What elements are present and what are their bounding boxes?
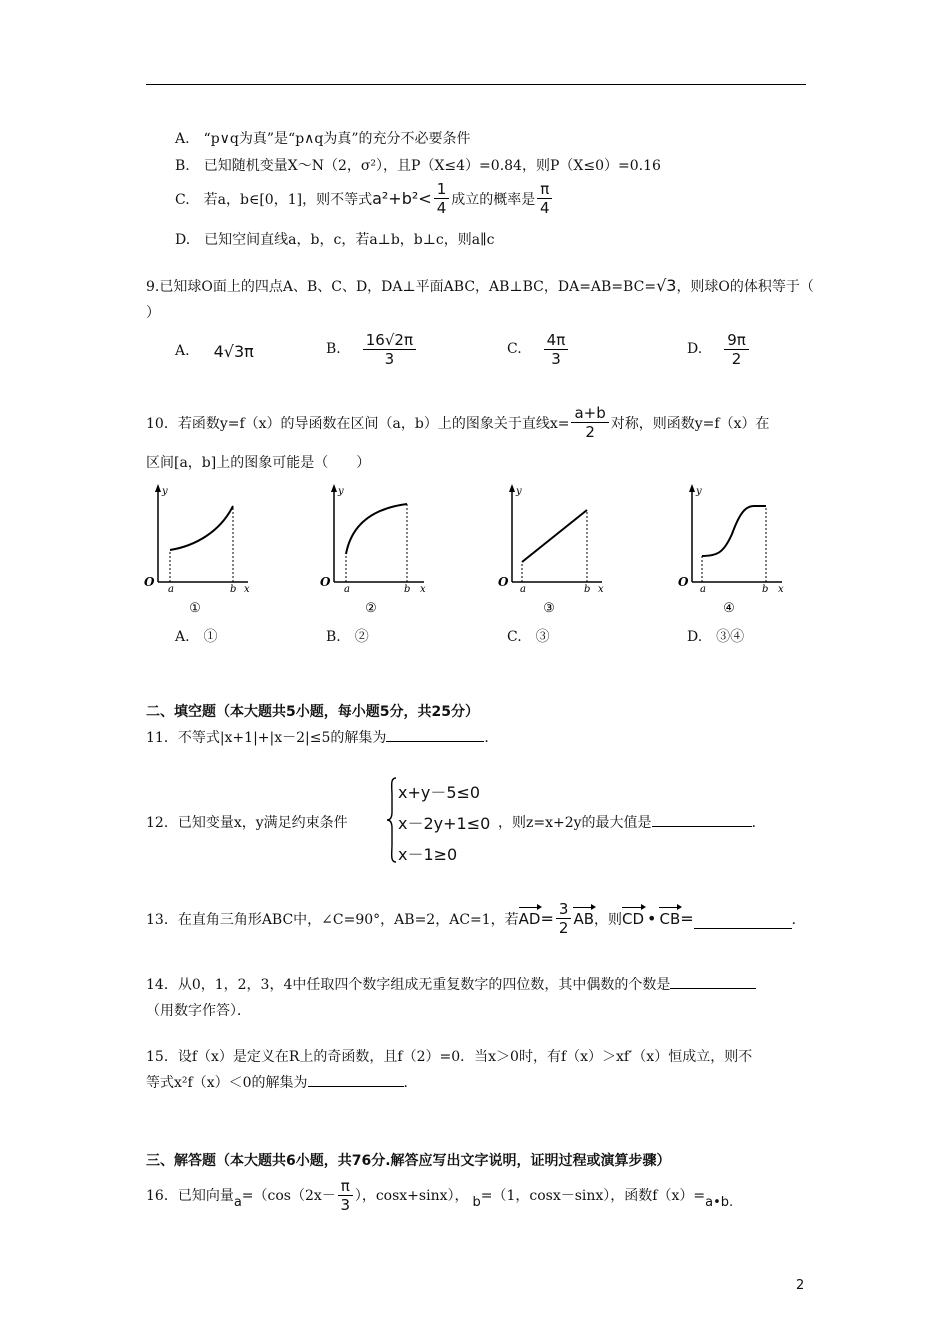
q14-line1: 14．从0，1，2，3，4中任取四个数字组成无重复数字的四位数，其中偶数的个数是 — [146, 974, 756, 994]
q8-c-frac1: $\frac{1}{4}$ — [434, 180, 450, 217]
header-rule — [146, 84, 806, 85]
svg-text:x: x — [598, 584, 604, 595]
svg-text:x: x — [778, 584, 784, 595]
svg-text:b: b — [230, 584, 237, 595]
q11: 11．不等式|x+1|+|x－2|≤5的解集为 ． — [146, 730, 499, 746]
q9-option-d: D. $\frac{9\pi}{2}$ — [687, 326, 751, 372]
svg-text:②: ② — [365, 601, 377, 616]
q15-line1: 15．设f（x）是定义在R上的奇函数，且f（2）=0．当x＞0时，有f（x）＞xf′（x）恒成立，则不 — [146, 1049, 753, 1065]
svg-text:a: a — [520, 584, 526, 595]
q9-option-c: C. $\frac{4\pi}{3}$ — [507, 326, 570, 372]
q14-line2: （用数字作答）． — [146, 1003, 251, 1019]
q10-stem-line2: 区间[a，b]上的图象可能是（ ） — [146, 455, 371, 471]
svg-text:O: O — [144, 575, 155, 589]
svg-text:b: b — [762, 584, 769, 595]
q8-option-b: B. 已知随机变量X～N（2，σ²），且P（X≤4）=0.84，则P（X≤0）=0.16 — [175, 158, 661, 174]
svg-text:③: ③ — [543, 601, 555, 616]
svg-text:O: O — [498, 575, 509, 589]
svg-text:y: y — [338, 486, 344, 497]
q13-answer-blank[interactable] — [694, 928, 792, 929]
svg-text:y: y — [696, 486, 702, 497]
q12-pre: 12．已知变量x，y满足约束条件 — [146, 815, 348, 831]
svg-text:a: a — [700, 584, 706, 595]
q15-line2: 等式x²f（x）＜0的解集为 ． — [146, 1075, 418, 1091]
q8-option-c — [175, 180, 554, 217]
q10-stem: 10．若函数y=f（x）的导函数在区间（a，b）上的图象关于直线x= $\frac{a+b}{2}$ 对称，则函数y=f（x）在 — [146, 404, 770, 441]
q15-answer-blank[interactable] — [308, 1086, 404, 1087]
svg-text:b: b — [404, 584, 411, 595]
q10-option-d: D. ③④ — [687, 629, 745, 645]
q8-option-a: A. “p∨q为真”是“p∧q为真”的充分不必要条件 — [175, 131, 471, 147]
graph-3 — [494, 482, 604, 622]
q16: 16．已知向量 a =（cos（2x－ $\frac{\pi}{3}$ ），cosx+sinx）， b =（1，cosx－sinx），函数f（x）= a•b. — [146, 1176, 734, 1214]
graph-1 — [140, 482, 250, 622]
q9-option-a: A. 4√3π — [175, 341, 254, 361]
svg-text:x: x — [244, 584, 250, 595]
q9-stem: 9.已知球O面上的四点A、B、C、D，DA⊥平面ABC，AB⊥BC，DA=AB=BC=√3，则球O的体积等于（ — [146, 276, 814, 295]
q12-constraint-system — [386, 776, 506, 864]
svg-text:a: a — [344, 584, 350, 595]
q12-constraint-3: x－1≥0 — [398, 845, 458, 864]
q12-answer-blank[interactable] — [652, 826, 752, 827]
q10-option-a: A. ① — [175, 629, 218, 645]
vector-cb: CB — [659, 909, 681, 928]
svg-text:O: O — [678, 575, 689, 589]
q11-answer-blank[interactable] — [386, 741, 484, 742]
q12-constraint-1: x+y－5≤0 — [398, 783, 481, 802]
graph-4 — [674, 482, 784, 622]
q14-answer-blank[interactable] — [670, 988, 756, 989]
section-2-title: 二、填空题（本大题共5小题，每小题5分，共25分） — [146, 704, 479, 720]
brace-icon — [386, 776, 398, 864]
q13: 13．在直角三角形ABC中，∠C=90°，AB=2，AC=1，若 AD = $\frac{3}{2}$ AB ，则 CD • CB = ． — [146, 900, 806, 937]
section-3-title: 三、解答题（本大题共6小题，共76分.解答应写出文字说明，证明过程或演算步骤） — [146, 1153, 671, 1169]
q8-c-expr: a²+b²< — [372, 189, 432, 208]
q8-c-frac2: $\frac{\pi}{4}$ — [537, 180, 552, 217]
svg-text:a: a — [168, 584, 174, 595]
q9-stem-close: ） — [146, 305, 160, 321]
page-number: 2 — [796, 1278, 805, 1293]
svg-text:O: O — [320, 575, 331, 589]
q8-c-pre: C. 若a，b∈[0，1]，则不等式 — [175, 191, 373, 208]
q10-option-b: B. ② — [326, 629, 369, 645]
vector-ab: AB — [573, 909, 594, 928]
svg-text:x: x — [420, 584, 426, 595]
q12-constraint-2: x－2y+1≤0 — [398, 814, 491, 833]
svg-text:④: ④ — [723, 601, 735, 616]
q10-option-c: C. ③ — [507, 629, 550, 645]
svg-text:b: b — [584, 584, 591, 595]
graph-2 — [316, 482, 426, 622]
svg-text:y: y — [162, 486, 168, 497]
q12-post: ，则z=x+2y的最大值是 ． — [498, 815, 766, 831]
svg-text:①: ① — [189, 601, 201, 616]
vector-cd: CD — [622, 909, 645, 928]
svg-text:y: y — [516, 486, 522, 497]
vector-ad: AD — [518, 909, 541, 928]
q8-c-mid: 成立的概率是 — [451, 191, 536, 208]
q9-option-b: B. $\frac{16√2\pi}{3}$ — [326, 326, 418, 372]
q8-option-d: D. 已知空间直线a，b，c，若a⊥b，b⊥c，则a∥c — [175, 232, 495, 248]
